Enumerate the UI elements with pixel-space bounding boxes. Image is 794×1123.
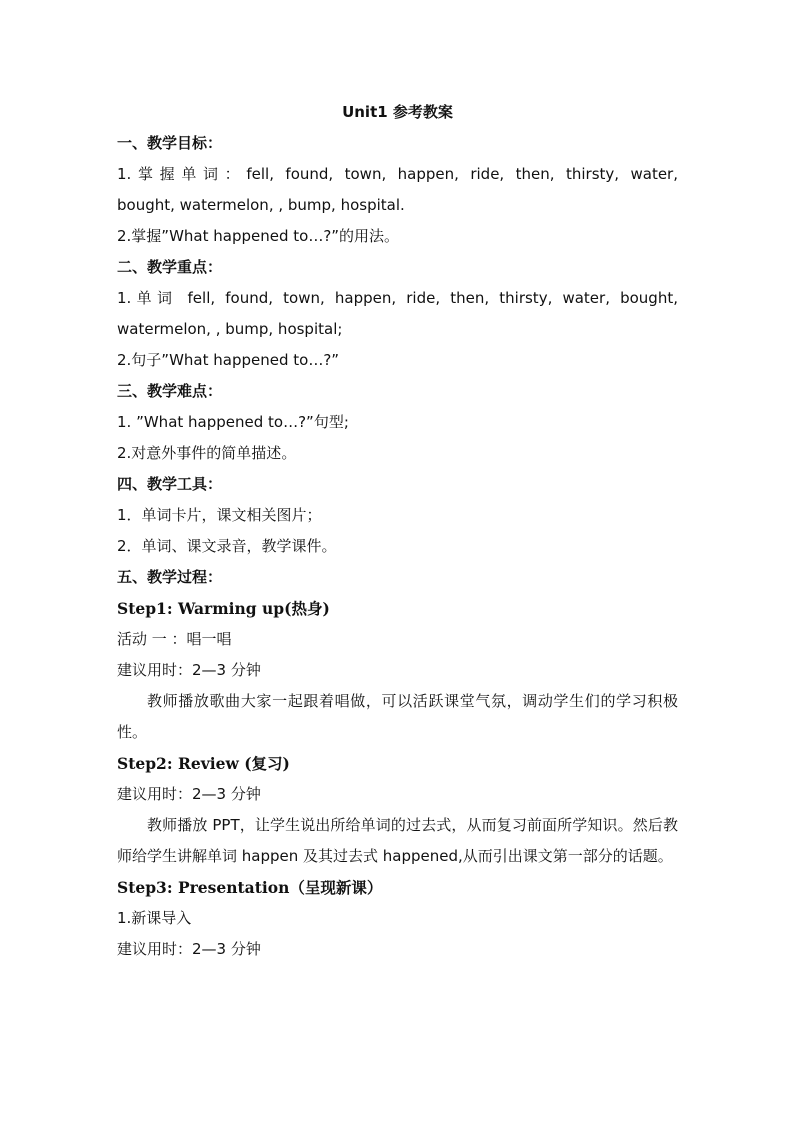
step3-sub-1: 1.新课导入 <box>117 909 192 927</box>
tools-item-1: 1．单词卡片，课文相关图片； <box>117 506 322 524</box>
difficulties-item-1: 1. ”What happened to…?”句型; <box>117 413 349 431</box>
step2-description: 教师播放 PPT，让学生说出所给单词的过去式，从而复习前面所学知识。然后教师给学生讲解单词 happen 及其过去式 happened,从而引出课文第一部分的话题。 <box>117 816 678 865</box>
tools-item-2: 2．单词、课文录音，教学课件。 <box>117 537 337 555</box>
section-heading-key-points: 二、教学重点： <box>117 258 223 276</box>
step3-title: Step3: Presentation（呈现新课） <box>117 878 383 897</box>
objectives-item-1-line-1: 1.掌握单词：fell, found, town, happen, ride, then, thirsty, water, <box>117 165 678 183</box>
step3-time: 建议用时：2—3 分钟 <box>117 940 261 958</box>
key-points-item-1-line-1: 1.单词 fell, found, town, happen, ride, then, thirsty, water, bought, <box>117 289 678 307</box>
section-heading-process: 五、教学过程： <box>117 568 223 586</box>
step1-description: 教师播放歌曲大家一起跟着唱做，可以活跃课堂气氛，调动学生们的学习积极性。 <box>117 692 678 741</box>
objectives-item-2: 2.掌握”What happened to…?”的用法。 <box>117 227 400 245</box>
step2-time: 建议用时：2—3 分钟 <box>117 785 261 803</box>
section-heading-difficulties: 三、教学难点： <box>117 382 223 400</box>
section-heading-tools: 四、教学工具： <box>117 475 223 493</box>
step1-time: 建议用时：2—3 分钟 <box>117 661 261 679</box>
document-title: Unit1 参考教案 <box>342 103 453 121</box>
key-points-item-2: 2.句子”What happened to…?” <box>117 351 340 369</box>
step1-title: Step1: Warming up(热身) <box>117 599 330 618</box>
step1-activity: 活动 一 ：唱一唱 <box>117 630 232 648</box>
difficulties-item-2: 2.对意外事件的简单描述。 <box>117 444 297 462</box>
key-points-item-1-line-2: watermelon, , bump, hospital; <box>117 320 343 338</box>
step2-title: Step2: Review (复习) <box>117 754 290 773</box>
document-page <box>117 97 678 965</box>
objectives-item-1-line-2: bought, watermelon, , bump, hospital. <box>117 196 405 214</box>
section-heading-objectives: 一、教学目标： <box>117 134 223 152</box>
